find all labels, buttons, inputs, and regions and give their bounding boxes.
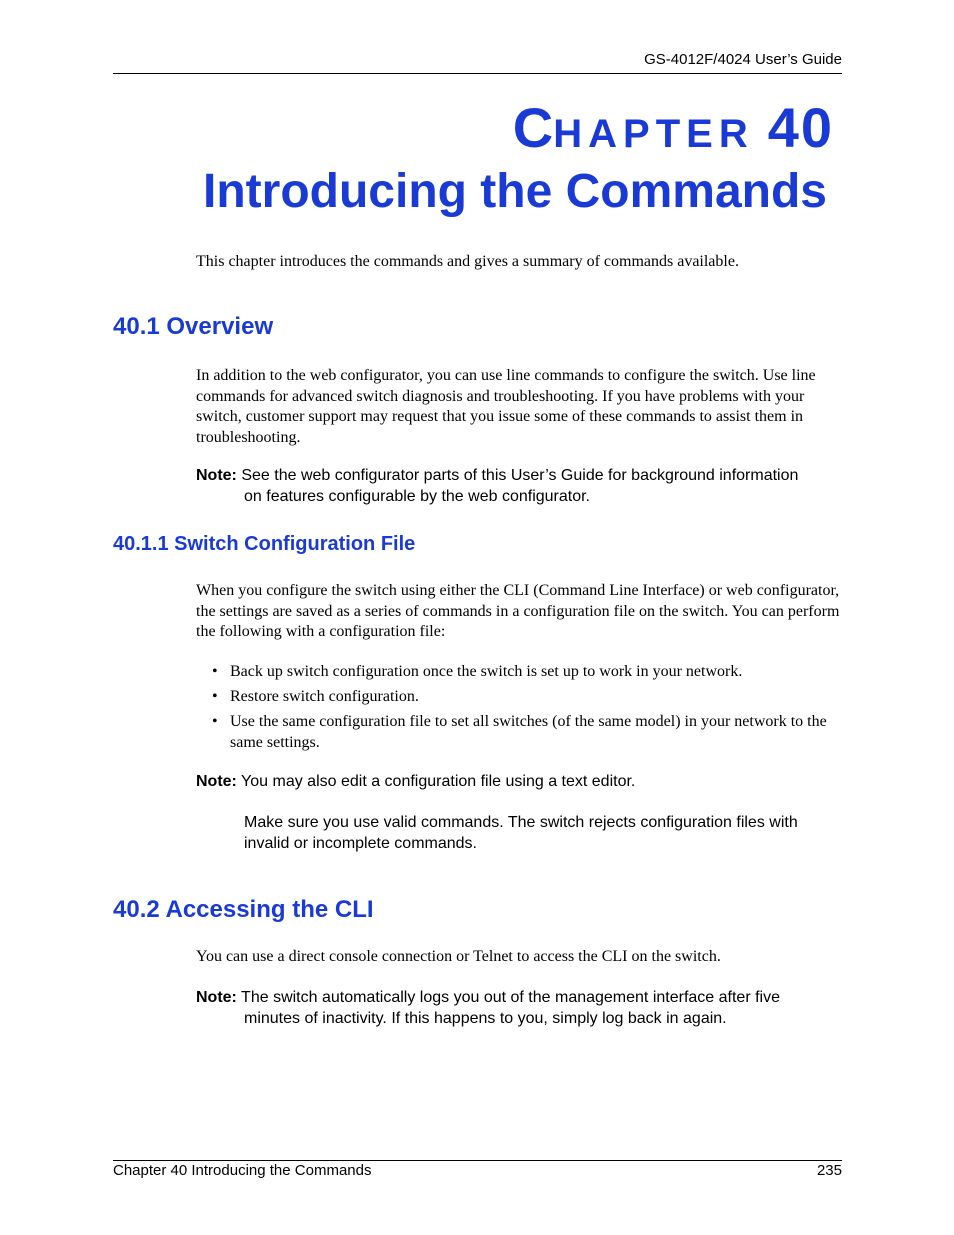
note-label: Note: <box>196 989 237 1006</box>
chapter-number: 40 <box>767 96 834 159</box>
list-item <box>196 712 842 753</box>
overview-paragraph: In addition to the web configurator, you can use line commands to configure the switch. Use line commands for advanced switch diagnosis and troubleshooting. If you have problems with your switch, customer support may request that you issue some of these commands to assist them in troubleshooting. <box>196 367 816 446</box>
note-text-continued: minutes of inactivity. If this happens to you, simply log back in again. <box>244 1009 727 1027</box>
config-file-paragraph: When you configure the switch using either the CLI (Command Line Interface) or web configurator, the settings are saved as a series of commands in a configuration file on the switch. You can perform the following with a configuration file: <box>196 582 840 640</box>
chapter-label <box>512 96 834 159</box>
chapter-intro: This chapter introduces the commands and gives a summary of commands available. <box>196 253 739 270</box>
chapter-label-rest: HAPTER <box>553 112 754 156</box>
overview-note <box>196 466 842 507</box>
chapter-title: Introducing the Commands <box>203 165 827 218</box>
list-item <box>196 687 842 708</box>
list-item-text: Back up switch configuration once the switch is set up to work in your network. <box>230 663 743 680</box>
note-text: The switch automatically logs you out of the management interface after five <box>241 989 780 1006</box>
note-text: You may also edit a configuration file using a text editor. <box>241 773 636 790</box>
header-rule <box>113 73 842 74</box>
list-item <box>196 662 842 683</box>
config-file-note <box>196 772 842 793</box>
footer-chapter-ref: Chapter 40 Introducing the Commands <box>113 1162 372 1179</box>
footer-rule <box>113 1160 842 1161</box>
bullet-marker: • <box>212 688 218 705</box>
subsection-heading-config-file: 40.1.1 Switch Configuration File <box>113 533 416 555</box>
bullet-marker: • <box>212 713 218 730</box>
accessing-note <box>196 988 842 1029</box>
footer-page-number: 235 <box>816 1162 842 1179</box>
note-label: Note: <box>196 773 237 790</box>
bullet-marker: • <box>212 663 218 680</box>
chapter-label-initial: C <box>512 96 554 159</box>
section-heading-accessing-cli: 40.2 Accessing the CLI <box>113 896 374 923</box>
note-label: Note: <box>196 467 237 484</box>
config-file-bullet-list <box>196 662 842 758</box>
list-item-text: Restore switch configuration. <box>230 688 419 705</box>
note-text: See the web configurator parts of this User’s Guide for background information <box>241 467 799 484</box>
list-item-text: Use the same configuration file to set all switches (of the same model) in your network to the same settings. <box>230 713 827 751</box>
running-header: GS-4012F/4024 User’s Guide <box>644 51 842 68</box>
accessing-paragraph: You can use a direct console connection or Telnet to access the CLI on the switch. <box>196 948 721 965</box>
config-file-note-extra: Make sure you use valid commands. The switch rejects configuration files with invalid or incomplete commands. <box>244 814 798 852</box>
note-text-continued: on features configurable by the web configurator. <box>244 487 590 505</box>
section-heading-overview: 40.1 Overview <box>113 313 274 340</box>
